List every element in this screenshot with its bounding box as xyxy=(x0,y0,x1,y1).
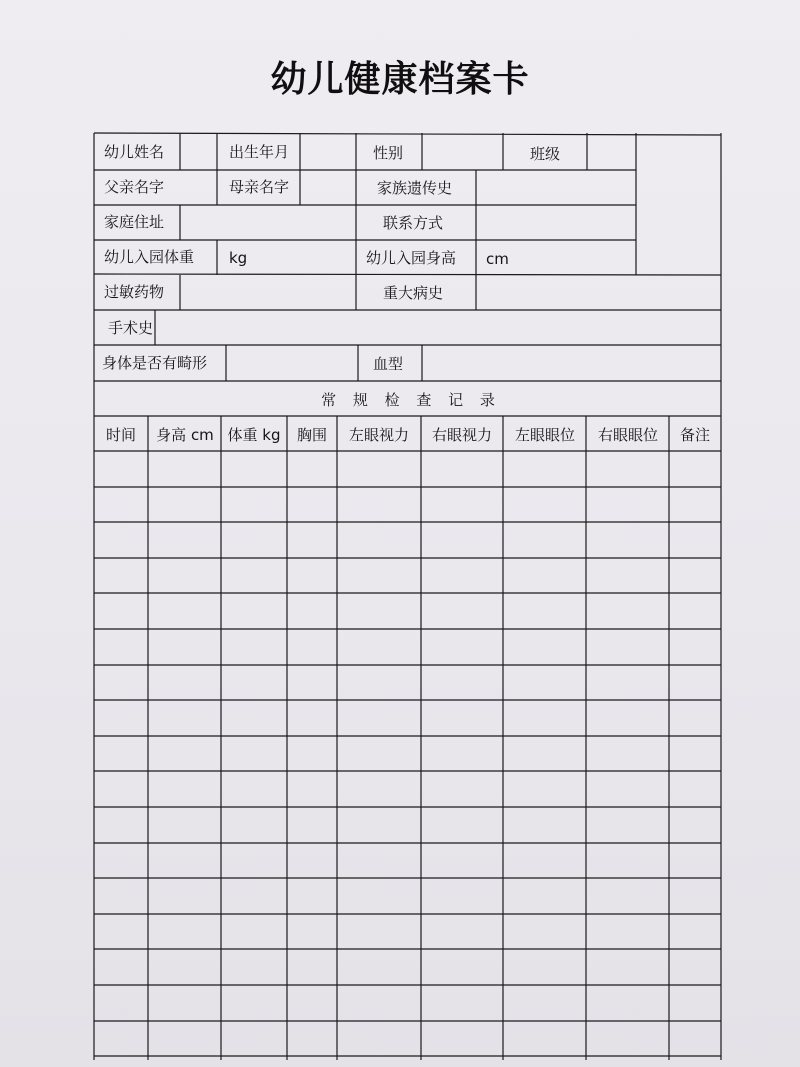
label-allergy-drugs: 过敏药物 xyxy=(104,283,165,301)
label-gender: 性别 xyxy=(373,144,404,162)
column-header: 右眼视力 xyxy=(431,426,493,444)
label-father-name: 父亲名字 xyxy=(104,178,165,196)
column-header: 身高 cm xyxy=(156,426,214,444)
label-class: 班级 xyxy=(530,145,561,163)
column-header: 胸围 xyxy=(296,426,328,444)
label-major-illness: 重大病史 xyxy=(383,284,444,302)
label-surgery-history: 手术史 xyxy=(108,319,154,337)
label-birth-date: 出生年月 xyxy=(229,143,290,161)
label-mother-name: 母亲名字 xyxy=(229,178,290,196)
label-body-deformity: 身体是否有畸形 xyxy=(102,354,208,372)
label-address: 家庭住址 xyxy=(104,213,165,231)
label-family-history: 家族遗传史 xyxy=(377,179,453,197)
column-header: 右眼眼位 xyxy=(597,426,659,444)
column-header: 左眼眼位 xyxy=(514,426,576,444)
page-title: 幼儿健康档案卡 xyxy=(270,59,530,100)
label-child-name: 幼儿姓名 xyxy=(104,143,165,161)
records-section-title: 常 规 检 查 记 录 xyxy=(321,391,501,409)
column-header: 左眼视力 xyxy=(348,426,410,444)
label-blood-type: 血型 xyxy=(373,355,404,373)
column-header: 备注 xyxy=(679,426,711,444)
record-rows xyxy=(94,487,721,1056)
label-contact: 联系方式 xyxy=(383,214,444,232)
column-header: 体重 kg xyxy=(227,426,281,444)
column-header: 时间 xyxy=(105,426,137,444)
row-divider xyxy=(94,274,721,275)
table-top-border xyxy=(94,133,721,135)
label-entry-weight: 幼儿入园体重 xyxy=(104,248,195,266)
label-entry-height: 幼儿入园身高 xyxy=(366,249,457,267)
label-entry-weight-unit: kg xyxy=(229,249,248,267)
label-entry-height-unit: cm xyxy=(486,250,509,268)
